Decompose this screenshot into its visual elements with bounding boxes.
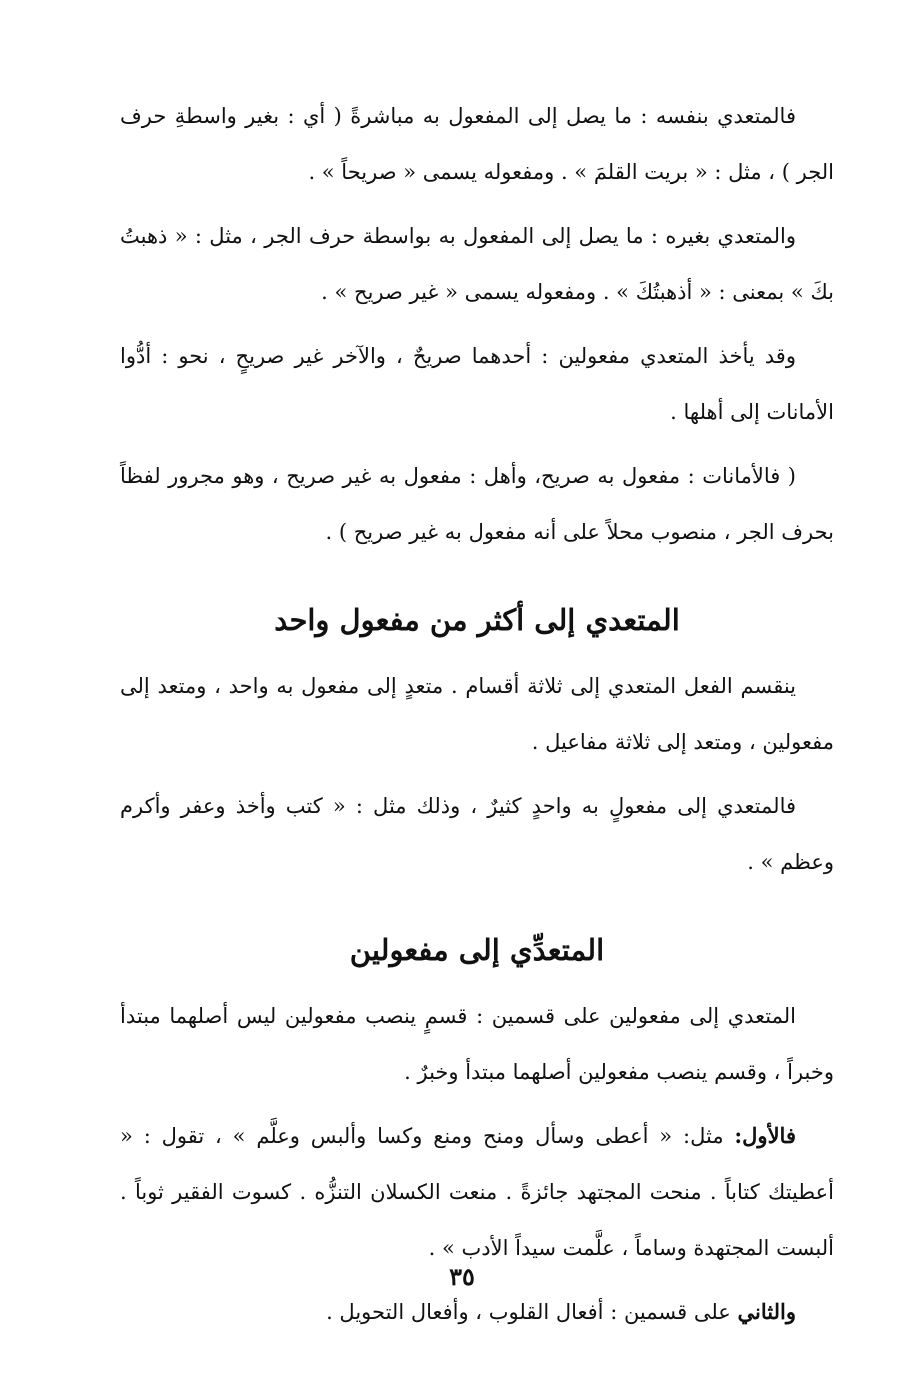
page-body xyxy=(120,88,834,1348)
paragraph-two-objects: وقد يأخذ المتعدي مفعولين : أحدهما صريحٌ ، والآخر غير صريحٍ ، نحو : أدُّوا الأمانات إلى أهلها . xyxy=(120,344,834,424)
paragraph-two-kinds: المتعدي إلى مفعولين على قسمين : قسمٍ ينصب مفعولين ليس أصلهما مبتدأ وخبراً ، وقسم ينصب مفعولين أصلهما مبتدأ وخبرٌ . xyxy=(120,1004,834,1084)
paragraph-single-object: فالمتعدي إلى مفعولٍ به واحدٍ كثيرٌ ، وذلك مثل : « كتب وأخذ وعفر وأكرم وعظم » . xyxy=(120,794,834,874)
section-heading-more-than-one: المتعدي إلى أكثر من مفعول واحد xyxy=(274,603,680,637)
lead-second: والثاني xyxy=(737,1299,796,1324)
paragraph-example-explanation: ( فالأمانات : مفعول به صريح، وأهل : مفعول به غير صريح ، وهو مجرور لفظاً بحرف الجر ، منصوب محلاً على أنه مفعول به غير صريح ) . xyxy=(120,464,834,544)
text-second: على قسمين : أفعال القلوب ، وأفعال التحويل . xyxy=(326,1300,738,1324)
paragraph-first-kind xyxy=(120,1108,834,1276)
paragraph-three-divisions: ينقسم الفعل المتعدي إلى ثلاثة أقسام . متعدٍ إلى مفعول به واحد ، ومتعد إلى مفعولين ، ومتعد إلى ثلاثة مفاعيل . xyxy=(120,674,834,754)
page-number: ٣٥ xyxy=(449,1262,475,1291)
section-heading-two-objects: المتعدِّي إلى مفعولين xyxy=(349,933,605,967)
lead-first: فالأول: xyxy=(734,1123,796,1148)
paragraph-indirect-transitive: والمتعدي بغيره : ما يصل إلى المفعول به بواسطة حرف الجر ، مثل : « ذهبتُ بكَ » بمعنى : « أذهبتُكَ » . ومفعوله يسمى « غير صريح » . xyxy=(120,224,834,304)
text-first: مثل: « أعطى وسأل ومنح ومنع وكسا وألبس وعلَّم » ، تقول : « أعطيتك كتاباً . منحت المجتهد جائزةً . منعت الكسلان التنزُّه . كسوت الفقير ثوباً . ألبست المجتهدة وساماً ، علَّمت سيداً الأدب » . xyxy=(120,1124,834,1260)
paragraph-second-kind xyxy=(120,1284,834,1340)
paragraph-direct-transitive: فالمتعدي بنفسه : ما يصل إلى المفعول به مباشرةً ( أي : بغير واسطةِ حرف الجر ) ، مثل : « بريت القلمَ » . ومفعوله يسمى « صريحاً » . xyxy=(120,104,834,184)
